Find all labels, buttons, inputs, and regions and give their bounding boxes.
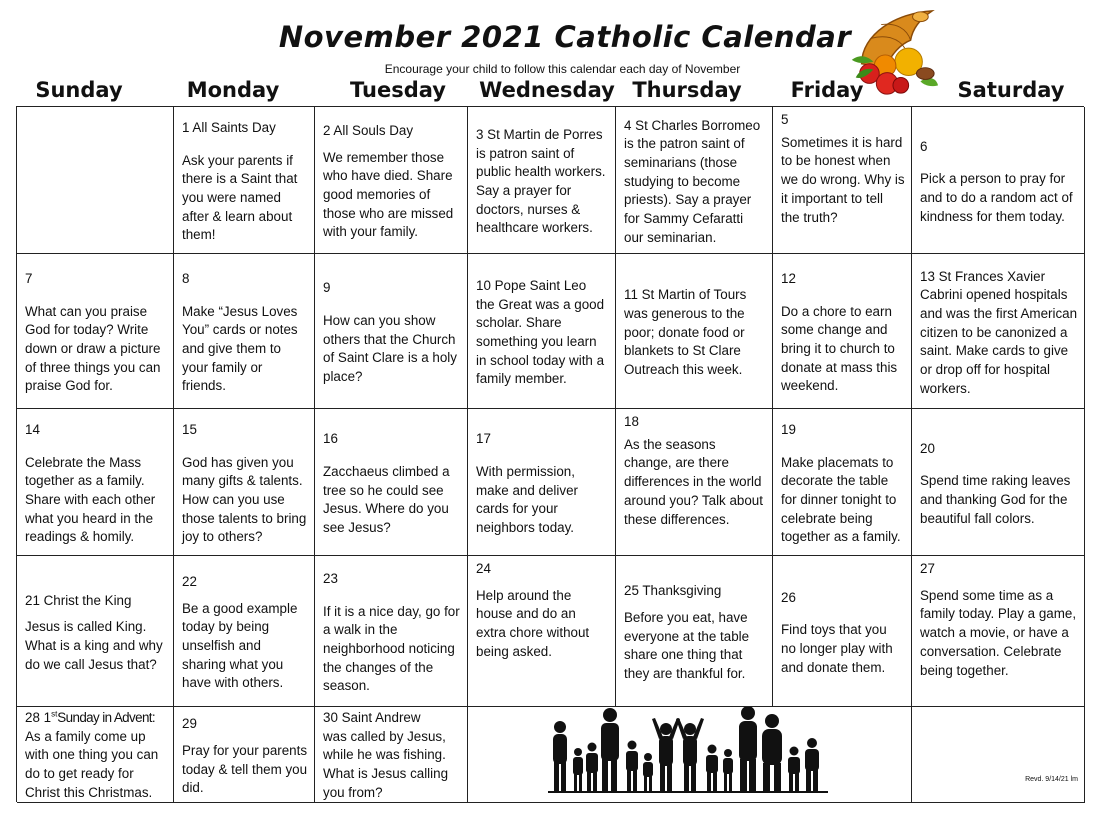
calendar-title: November 2021 Catholic Calendar xyxy=(278,20,852,54)
ordinal-suffix: st xyxy=(51,709,58,719)
day-cell-10 xyxy=(468,254,616,409)
calendar-grid xyxy=(16,106,1084,802)
day-activity: was generous to the poor; donate food or blankets to St Clare Outreach this week. xyxy=(624,305,745,378)
day-cell-22 xyxy=(174,556,315,707)
day-heading: 14 xyxy=(25,421,40,437)
day-heading: 10 Pope Saint Leo xyxy=(476,277,587,293)
day-heading: 29 xyxy=(182,716,197,732)
day-heading: 17 xyxy=(476,431,491,447)
day-cell-3 xyxy=(468,107,616,254)
day-activity: is the patron saint of seminarians (those studying to become priests). Say a prayer for Sammy Cefaratti our seminarian. xyxy=(624,136,752,245)
weekday-sunday: Sunday xyxy=(35,78,123,102)
day-cell-5 xyxy=(773,107,912,254)
day-heading: 23 xyxy=(323,570,338,586)
day-heading: 11 St Martin of Tours xyxy=(624,287,747,303)
weekday-wednesday: Wednesday xyxy=(479,78,615,102)
day-activity: Jesus is called King. What is a king and why do we call Jesus that? xyxy=(25,619,163,672)
day-activity: As the seasons change, are there differences in the world around you? Talk about these differences. xyxy=(624,436,763,527)
day-heading: 26 xyxy=(781,589,796,605)
day-activity: Pick a person to pray for and to do a random act of kindness for them today. xyxy=(920,171,1073,224)
day-activity: Spend time raking leaves and thanking God for the beautiful fall colors. xyxy=(920,473,1071,526)
day-activity: With permission, make and deliver cards for your neighbors today. xyxy=(476,463,578,536)
day-activity: Zacchaeus climbed a tree so he could see Jesus. Where do you see Jesus? xyxy=(323,463,450,536)
day-activity: If it is a nice day, go for a walk in the neighborhood noticing the changes of the season. xyxy=(323,603,460,694)
day-heading: 30 Saint Andrew xyxy=(323,710,421,725)
day-heading: 1 All Saints Day xyxy=(182,119,276,135)
day-activity: the Great was a good scholar. Share something you learn in school today with a family member. xyxy=(476,296,605,387)
day-cell-14 xyxy=(17,409,174,556)
day-heading: 2 All Souls Day xyxy=(323,122,414,138)
day-heading: 13 St Frances Xavier xyxy=(920,268,1046,284)
day-heading xyxy=(25,709,167,728)
day-heading: 21 Christ the King xyxy=(25,592,132,608)
day-cell-28 xyxy=(17,707,174,803)
day-heading: 25 Thanksgiving xyxy=(624,583,722,599)
day-cell-23 xyxy=(315,556,468,707)
family-silhouette-icon xyxy=(548,707,868,797)
day-cell-19 xyxy=(773,409,912,556)
day-activity: Celebrate the Mass together as a family. Share with each other what you heard in the readings & homily. xyxy=(25,454,156,545)
day-activity: Make placemats to decorate the table for dinner tonight to celebrate being together as a family. xyxy=(781,454,901,545)
day-activity: We remember those who have died. Share good memories of those who are missed with your family. xyxy=(323,149,454,240)
day-heading: 8 xyxy=(182,270,190,286)
day-cell-27 xyxy=(912,556,1085,707)
day-cell-25 xyxy=(616,556,773,707)
day-cell-29 xyxy=(174,707,315,803)
day-cell-6 xyxy=(912,107,1085,254)
day-activity: Help around the house and do an extra chore without being asked. xyxy=(476,587,590,659)
day-heading: 16 xyxy=(323,431,338,447)
revision-note: Revd. 9/14/21 lm xyxy=(912,707,1085,803)
day-cell-empty xyxy=(17,107,174,254)
day-activity: Cabrini opened hospitals and was the first American citizen to be canonized a saint. Make cards to give or drop off for hospital workers. xyxy=(920,287,1078,396)
weekday-thursday: Thursday xyxy=(632,78,742,102)
day-activity: Do a chore to earn some change and bring it to church to donate at mass this weekend. xyxy=(781,303,898,394)
day-cell-7 xyxy=(17,254,174,409)
day-cell-26 xyxy=(773,556,912,707)
day-cell-2 xyxy=(315,107,468,254)
day-activity: was called by Jesus, while he was fishing. What is Jesus calling you from? xyxy=(323,728,449,800)
day-heading: 22 xyxy=(182,573,197,589)
day-cell-8 xyxy=(174,254,315,409)
day-cell-11 xyxy=(616,254,773,409)
day-activity: Pray for your parents today & tell them you did. xyxy=(182,742,308,796)
day-cell-12 xyxy=(773,254,912,409)
day-heading: 19 xyxy=(781,421,796,437)
day-activity: Before you eat, have everyone at the table share one thing that they are thankful for. xyxy=(624,609,750,682)
calendar-subtitle: Encourage your child to follow this calendar each day of November xyxy=(384,62,741,76)
day-activity: is patron saint of public health workers. Say a prayer for doctors, nurses & healthcare workers. xyxy=(476,145,606,236)
day-heading: 24 xyxy=(476,561,491,576)
day-heading: 4 St Charles Borromeo xyxy=(624,117,761,133)
weekday-tuesday: Tuesday xyxy=(350,78,446,102)
day-heading: 18 xyxy=(624,414,639,429)
weekday-monday: Monday xyxy=(186,78,280,102)
day-cell-18 xyxy=(616,409,773,556)
day-feast: Sunday in Advent: xyxy=(57,710,156,725)
weekday-saturday: Saturday xyxy=(957,78,1065,102)
day-cell-13 xyxy=(912,254,1085,409)
day-cell-17 xyxy=(468,409,616,556)
day-heading: 9 xyxy=(323,280,331,296)
day-activity: Find toys that you no longer play with and donate them. xyxy=(781,622,893,675)
day-heading: 6 xyxy=(920,138,928,154)
day-activity: Spend some time as a family today. Play a game, watch a movie, or have a conversation. Celebrate being together. xyxy=(920,587,1077,678)
family-art-cell xyxy=(468,707,912,803)
day-activity: Sometimes it is hard to be honest when we do wrong. Why is it important to tell the truth? xyxy=(781,134,905,225)
day-activity: What can you praise God for today? Write down or draw a picture of three things you can praise God for. xyxy=(25,303,161,394)
day-heading: 7 xyxy=(25,270,33,286)
day-cell-1 xyxy=(174,107,315,254)
day-heading: 5 xyxy=(781,112,789,127)
weekday-friday: Friday xyxy=(790,78,864,102)
day-activity: Ask your parents if there is a Saint that you were named after & learn about them! xyxy=(182,152,298,243)
day-cell-16 xyxy=(315,409,468,556)
day-activity: As a family come up with one thing you can do to get ready for Christ this Christmas. xyxy=(25,728,159,800)
day-cell-20 xyxy=(912,409,1085,556)
day-heading: 20 xyxy=(920,440,935,456)
day-heading: 3 St Martin de Porres xyxy=(476,126,603,142)
day-cell-15 xyxy=(174,409,315,556)
day-cell-9 xyxy=(315,254,468,409)
day-activity: Make “Jesus Loves You” cards or notes and give them to your family or friends. xyxy=(182,303,298,394)
day-heading: 27 xyxy=(920,561,935,576)
day-heading: 12 xyxy=(781,270,796,286)
day-activity: How can you show others that the Church of Saint Clare is a holy place? xyxy=(323,312,457,385)
day-cell-30 xyxy=(315,707,468,803)
day-number: 28 1 xyxy=(25,710,52,725)
day-activity: God has given you many gifts & talents. How can you use those talents to bring joy to others? xyxy=(182,454,307,545)
day-cell-24 xyxy=(468,556,616,707)
day-cell-4 xyxy=(616,107,773,254)
day-cell-21 xyxy=(17,556,174,707)
day-activity: Be a good example today by being unselfish and sharing what you have with others. xyxy=(182,600,298,691)
day-heading: 15 xyxy=(182,421,197,437)
